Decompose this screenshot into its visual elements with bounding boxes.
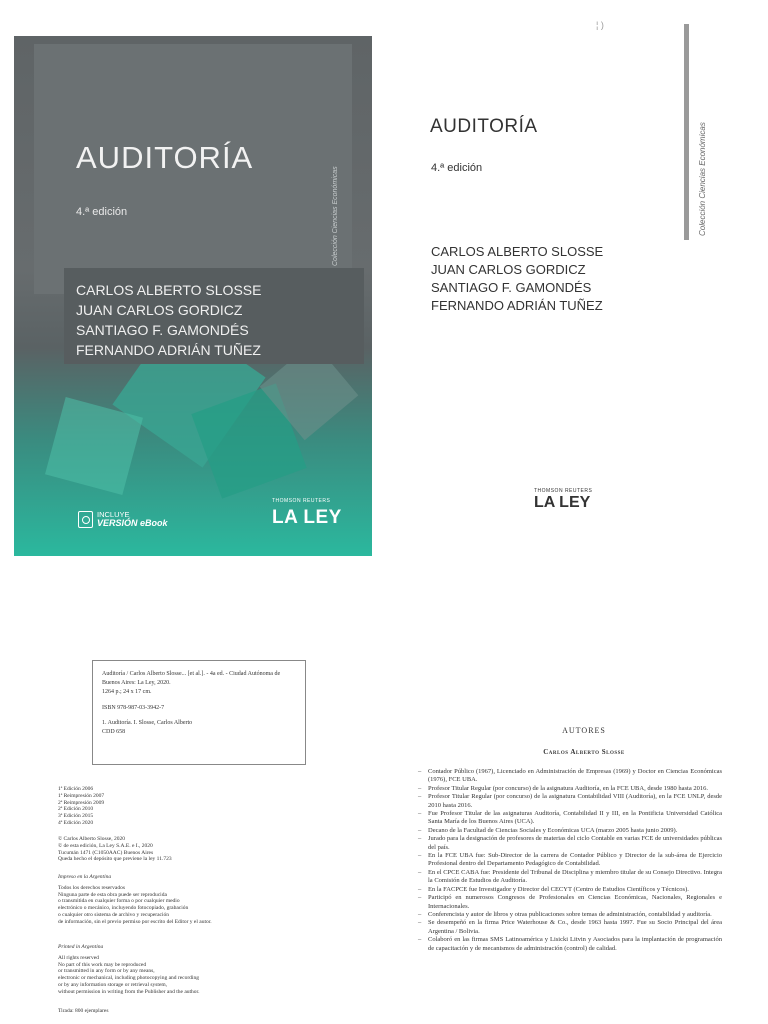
rights-line: o cualquier otro sistema de archivo y recuperación bbox=[58, 911, 170, 918]
bio-item: – En la FCE UBA fue: Sub-Director de la carrera de Contador Público y Director de la sub-área de Ejercicio Profesional dentro del Departamento Pedagógico de Contabilidad. bbox=[418, 852, 722, 869]
title-page-author: JUAN CARLOS GORDICZ bbox=[431, 262, 586, 277]
title-page-title: AUDITORÍA bbox=[430, 116, 538, 137]
cip-cdd: CDD 658 bbox=[102, 728, 126, 735]
rights-line: or transmitted in any form or by any means, bbox=[58, 968, 155, 975]
authors-heading: AUTORES bbox=[562, 726, 606, 735]
rights-line: o transmitida en cualquier forma o por cualquier medio bbox=[58, 898, 180, 905]
cover-publisher-logo: LA LEY bbox=[272, 507, 342, 528]
rights-line: No part of this work may be reproduced bbox=[58, 961, 147, 968]
cover-title: AUDITORÍA bbox=[76, 140, 254, 175]
author-bio-list bbox=[418, 768, 722, 953]
page-marks: ¦ ) bbox=[596, 20, 604, 30]
title-page-publisher-group: THOMSON REUTERS bbox=[534, 488, 593, 494]
edition-line: 2ª Edición 2010 bbox=[58, 806, 94, 813]
rights-line: de información, sin el previo permiso por escrito del Editor y el autor. bbox=[58, 918, 212, 925]
cip-isbn: ISBN 978-987-03-3942-7 bbox=[102, 704, 165, 711]
rights-lines bbox=[58, 955, 199, 996]
printed-in-heading: Printed in Argentina bbox=[58, 944, 104, 950]
rights-lines bbox=[58, 885, 212, 926]
title-page-edition: 4.ª edición bbox=[431, 162, 483, 174]
rights-english bbox=[58, 944, 199, 996]
catalog-record-box bbox=[92, 660, 306, 765]
copyright-line: © de esta edición, La Ley S.A.E. e I., 2020 bbox=[58, 842, 153, 849]
cover-author: JUAN CARLOS GORDICZ bbox=[76, 302, 243, 318]
cip-subject: 1. Auditoría. I. Slosse, Carlos Alberto bbox=[102, 720, 193, 726]
title-page-author: SANTIAGO F. GAMONDÉS bbox=[431, 280, 592, 295]
rights-line: without permission in writing from the Publisher and the author. bbox=[58, 988, 200, 995]
title-page bbox=[384, 0, 768, 560]
bio-item: – Profesor Titular Regular (por concurso) de la asignatura Auditoría, en la FCE UBA, desde 1980 hasta 2016. bbox=[418, 785, 722, 793]
cover-author: CARLOS ALBERTO SLOSSE bbox=[76, 282, 262, 298]
edition-line: 2ª Reimpresión 2009 bbox=[58, 799, 105, 806]
bio-item: – Se desempeñó en la firma Price Waterhouse & Co., desde 1963 hasta 1997. Fue su Socio Principal del área Argentina / Bolivia. bbox=[418, 919, 722, 936]
bio-item: – Decano de la Facultad de Ciencias Sociales y Económicas UCA (marzo 2005 hasta junio 2009). bbox=[418, 827, 722, 835]
cip-citation: Auditoría / Carlos Alberto Slosse... [et al.]. - 4a ed. - Ciudad Autónoma de Buenos Aires: La Ley, 2020. bbox=[102, 671, 281, 686]
title-page-author: FERNANDO ADRIÁN TUÑEZ bbox=[431, 298, 603, 313]
edition-line: 1ª Edición 2006 bbox=[58, 786, 94, 792]
title-page-author: CARLOS ALBERTO SLOSSE bbox=[431, 244, 604, 259]
edition-history bbox=[58, 786, 104, 827]
cover-publisher-group: THOMSON REUTERS bbox=[272, 498, 331, 504]
cover-author: FERNANDO ADRIÁN TUÑEZ bbox=[76, 342, 261, 358]
rights-line: All rights reserved bbox=[58, 954, 99, 961]
cover-author-list bbox=[76, 280, 261, 360]
bio-item: – En la FACPCE fue Investigador y Director del CECYT (Centro de Estudios Científicos y Técnicos). bbox=[418, 886, 722, 894]
title-page-publisher-logo: LA LEY bbox=[534, 494, 591, 511]
bio-item: – Participó en numerosos Congresos de Profesionales en Ciencias Económicas, Nacionales, Regionales e Internacionales. bbox=[418, 894, 722, 911]
ebook-badge bbox=[78, 510, 168, 528]
copyright-page bbox=[0, 640, 384, 1024]
printed-in-heading: Impreso en la Argentina bbox=[58, 874, 112, 880]
cip-extent: 1264 p.; 24 x 17 cm. bbox=[102, 689, 152, 695]
edition-line: 4ª Edición 2020 bbox=[58, 819, 94, 826]
bio-item: – Colaboró en las firmas SMS Latinoamérica y Lisicki Litvin y Asociados para la implantación de programación de capacitación y de mecanismos de administración (control) de calidad. bbox=[418, 936, 722, 953]
title-page-collection-label: Colección Ciencias Económicas bbox=[698, 122, 707, 236]
cover-collection-label: Colección Ciencias Económicas bbox=[332, 166, 339, 266]
collection-side-bar bbox=[684, 24, 689, 240]
author-name: Carlos Alberto Slosse bbox=[543, 748, 625, 756]
copyright-line: Tucumán 1471 (C1050AAC) Buenos Aires bbox=[58, 849, 154, 856]
copyright-line: Queda hecho el depósito que previene la ley 11.723 bbox=[58, 856, 172, 863]
cover-edition: 4.ª edición bbox=[76, 206, 128, 218]
authors-page bbox=[404, 700, 768, 1024]
rights-line: or by any information storage or retrieval system, bbox=[58, 981, 168, 988]
copyright-notice bbox=[58, 836, 172, 863]
cover-author: SANTIAGO F. GAMONDÉS bbox=[76, 322, 249, 338]
badge-line2: VERSIÓN eBook bbox=[97, 518, 168, 528]
rights-line: Todos los derechos reservados bbox=[58, 884, 125, 891]
rights-line: electrónico o mecánico, incluyendo fotocopiado, grabación bbox=[58, 905, 189, 912]
copyright-line: © Carlos Alberto Slosse, 2020 bbox=[58, 836, 125, 842]
bio-item: – Conferencista y autor de libros y otras publicaciones sobre temas de administración, contabilidad y auditoría. bbox=[418, 911, 722, 919]
bio-item: – En el CPCE CABA fue: Presidente del Tribunal de Disciplina y miembro titular de su Consejo Directivo. Integra la Comisión de Estudios de Auditoría. bbox=[418, 869, 722, 886]
bio-item: – Fue Profesor Titular de las asignaturas Auditoría, Contabilidad II y III, en la Pontificia Universidad Católica Santa María de los Buenos Aires (UCA). bbox=[418, 810, 722, 827]
bio-item: – Profesor Titular Regular (por concurso) de la asignatura Contabilidad VIII (Auditoría), en la FCE UNLP, desde 2010 hasta 2016. bbox=[418, 793, 722, 810]
bio-item: – Jurado para la designación de profesores de materias del ciclo Contable en varias FCE de universidades públicas del país. bbox=[418, 835, 722, 852]
bio-item: – Contador Público (1967), Licenciado en Administración de Empresas (1969) y Doctor en Ciencias Económicas (1976), FCE UBA. bbox=[418, 768, 722, 785]
rights-line: electronic or mechanical, including photocopying and recording bbox=[58, 975, 199, 982]
edition-line: 1ª Reimpresión 2007 bbox=[58, 792, 105, 799]
print-run: Tirada: 800 ejemplares bbox=[58, 1008, 109, 1014]
edition-line: 3ª Edición 2015 bbox=[58, 813, 94, 820]
title-page-author-list bbox=[431, 243, 603, 315]
badge-line1: INCLUYE bbox=[97, 510, 130, 519]
rights-line: Ninguna parte de esta obra puede ser reproducida bbox=[58, 891, 167, 898]
rights-spanish bbox=[58, 874, 212, 926]
book-cover bbox=[14, 36, 372, 556]
ebook-icon bbox=[78, 511, 93, 528]
